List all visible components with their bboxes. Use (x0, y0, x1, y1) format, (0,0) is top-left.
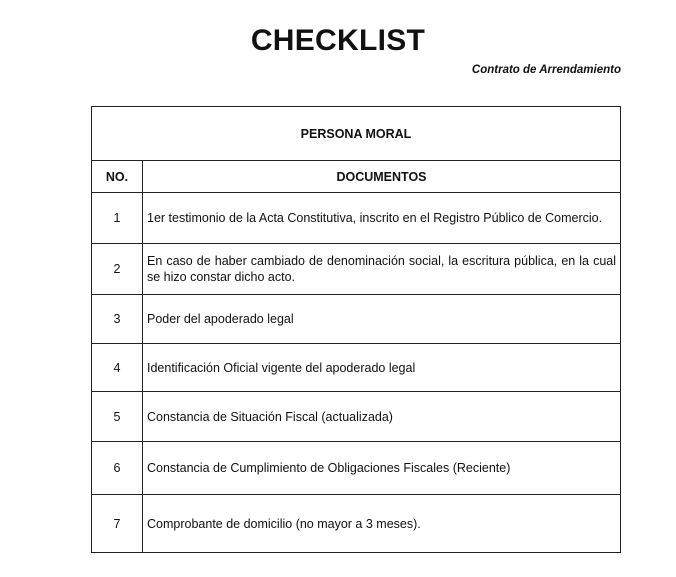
row-number: 2 (92, 244, 143, 295)
row-document: 1er testimonio de la Acta Constitutiva, inscrito en el Registro Público de Comercio. (143, 193, 621, 244)
table-row (92, 244, 621, 295)
row-document: Poder del apoderado legal (143, 295, 621, 344)
row-number: 6 (92, 442, 143, 495)
row-number: 4 (92, 344, 143, 392)
page-title: CHECKLIST (250, 24, 426, 57)
row-document: En caso de haber cambiado de denominación social, la escritura pública, en la cual se hizo constar dicho acto. (143, 244, 621, 295)
checklist-table (91, 106, 621, 553)
row-document: Constancia de Cumplimiento de Obligaciones Fiscales (Reciente) (143, 442, 621, 495)
row-document: Identificación Oficial vigente del apoderado legal (143, 344, 621, 392)
section-title: PERSONA MORAL (92, 107, 621, 161)
row-number: 3 (92, 295, 143, 344)
document-subtitle: Contrato de Arrendamiento (471, 64, 621, 76)
column-header-documents: DOCUMENTOS (143, 161, 621, 193)
table-row (92, 392, 621, 442)
table-row (92, 193, 621, 244)
table-row (92, 344, 621, 392)
column-header-no: NO. (92, 161, 143, 193)
row-number: 5 (92, 392, 143, 442)
table-row (92, 295, 621, 344)
table-row (92, 495, 621, 553)
row-document: Constancia de Situación Fiscal (actualizada) (143, 392, 621, 442)
row-number: 7 (92, 495, 143, 553)
row-document: Comprobante de domicilio (no mayor a 3 meses). (143, 495, 621, 553)
row-number: 1 (92, 193, 143, 244)
table-row (92, 442, 621, 495)
